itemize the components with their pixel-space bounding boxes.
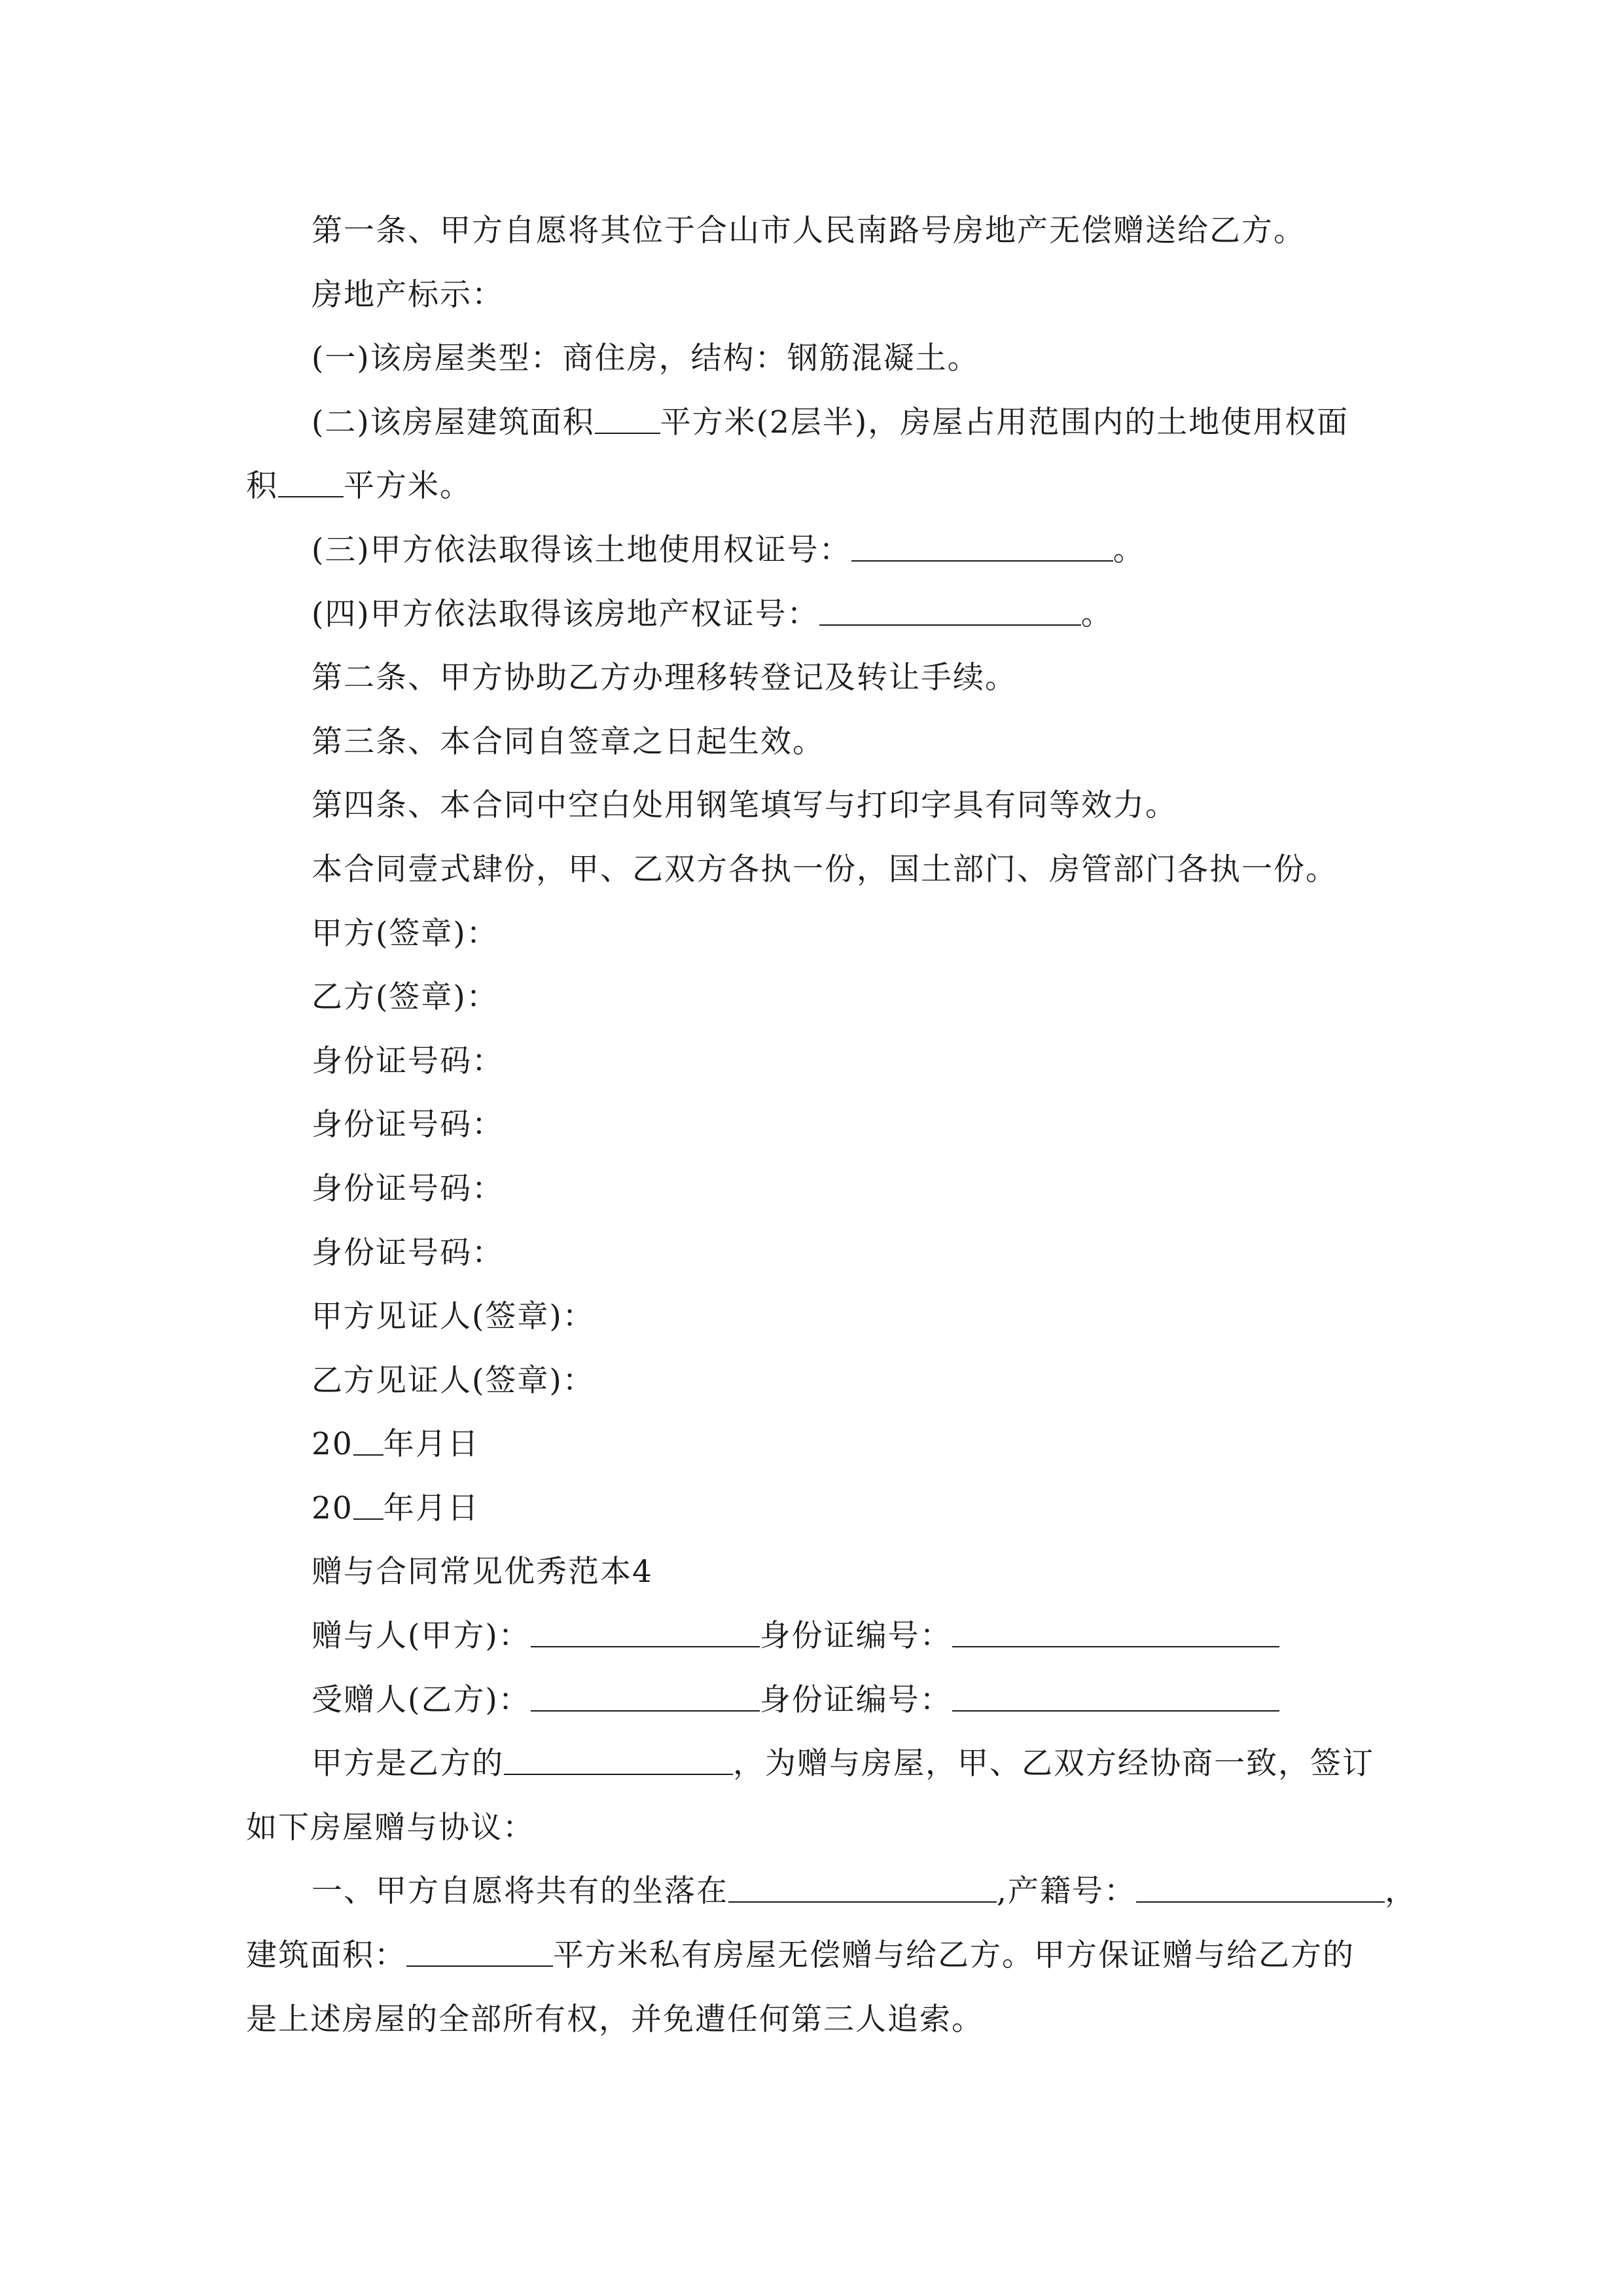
line-relation-b — [246, 1796, 1381, 1860]
text-segment: 甲方(签章)： — [312, 915, 499, 952]
line-copies — [246, 838, 1381, 902]
fill-in-blank — [595, 406, 660, 434]
text-segment: 积 — [246, 468, 278, 505]
line-art1 — [246, 199, 1381, 263]
text-segment: ，为赠与房屋，甲、乙双方经协商一致，签订 — [733, 1746, 1374, 1782]
text-segment: 建筑面积： — [246, 1937, 406, 1974]
fill-in-blank — [278, 470, 344, 497]
text-segment: 乙方见证人(签章)： — [312, 1362, 595, 1399]
text-segment: 平方米(2层半)，房屋占用范围内的土地使用权面 — [660, 404, 1349, 440]
line-witness-b — [246, 1349, 1381, 1413]
fill-in-blank — [1136, 1875, 1385, 1903]
text-segment: 年月日 — [383, 1426, 480, 1463]
text-segment: 身份证编号： — [759, 1618, 952, 1655]
line-donee — [246, 1668, 1381, 1732]
line-party-a-sign — [246, 902, 1381, 966]
line-party-b-sign — [246, 965, 1381, 1030]
line-date-2 — [246, 1477, 1381, 1541]
text-segment: ， — [1384, 1873, 1417, 1910]
text-segment: 第三条、本合同自签章之日起生效。 — [312, 723, 825, 760]
fill-in-blank — [504, 1748, 733, 1775]
text-segment: 。 — [1113, 531, 1145, 568]
text-segment: (二)该房屋建筑面积 — [312, 404, 595, 440]
text-segment: 房地产标示： — [312, 276, 504, 313]
text-segment: 年月日 — [383, 1490, 480, 1526]
text-segment: (一)该房屋类型：商住房，结构：钢筋混凝土。 — [312, 340, 980, 377]
line-id-1 — [246, 1030, 1381, 1094]
text-segment: 一、甲方自愿将共有的坐落在 — [312, 1873, 728, 1910]
fill-in-blank — [952, 1684, 1279, 1712]
text-segment: 身份证号码： — [312, 1234, 504, 1271]
line-witness-a — [246, 1285, 1381, 1349]
text-segment: 第二条、甲方协助乙方办理移转登记及转让手续。 — [312, 660, 1017, 696]
line-id-2 — [246, 1093, 1381, 1157]
text-segment: 平方米。 — [344, 468, 472, 505]
line-art4 — [246, 774, 1381, 838]
fill-in-blank — [728, 1875, 997, 1903]
fill-in-blank — [952, 1620, 1279, 1647]
text-segment: 身份证号码： — [312, 1107, 504, 1143]
text-segment: 如下房屋赠与协议： — [246, 1809, 535, 1846]
text-segment: 。 — [1080, 596, 1113, 632]
text-segment: 20 — [312, 1426, 353, 1463]
line-relation-a — [246, 1732, 1381, 1796]
line-id-4 — [246, 1221, 1381, 1285]
text-segment: 第四条、本合同中空白处用钢笔填写与打印字具有同等效力。 — [312, 787, 1177, 824]
fill-in-blank — [406, 1939, 553, 1967]
line-sample4-title — [246, 1540, 1381, 1604]
text-segment: 身份证号码： — [312, 1170, 504, 1207]
text-segment: 本合同壹式肆份，甲、乙双方各执一份，国土部门、房管部门各执一份。 — [312, 851, 1338, 888]
line-item2-a — [246, 391, 1381, 455]
text-segment: 第一条、甲方自愿将其位于合山市人民南路号房地产无偿赠送给乙方。 — [312, 213, 1306, 249]
text-segment: (三)甲方依法取得该土地使用权证号： — [312, 531, 851, 568]
text-segment: 赠与人(甲方)： — [312, 1618, 531, 1655]
fill-in-blank — [353, 1428, 383, 1456]
fill-in-blank — [851, 534, 1113, 562]
text-segment: ,产籍号： — [997, 1873, 1136, 1910]
line-art3 — [246, 710, 1381, 774]
line-item2-b — [246, 454, 1381, 518]
line-id-3 — [246, 1157, 1381, 1221]
line-art2 — [246, 646, 1381, 710]
line-item4 — [246, 583, 1381, 647]
line-clause1-b — [246, 1924, 1381, 1988]
fill-in-blank — [819, 598, 1081, 626]
text-segment: 甲方见证人(签章)： — [312, 1299, 595, 1335]
text-segment: 是上述房屋的全部所有权，并免遭任何第三人追索。 — [246, 2001, 984, 2037]
text-segment: 平方米私有房屋无偿赠与给乙方。甲方保证赠与给乙方的 — [553, 1937, 1355, 1974]
line-date-1 — [246, 1412, 1381, 1477]
text-segment: 20 — [312, 1490, 353, 1526]
line-item1 — [246, 327, 1381, 391]
line-item3 — [246, 518, 1381, 583]
text-segment: 身份证编号： — [759, 1681, 952, 1718]
line-clause1-c — [246, 1988, 1381, 2052]
text-segment: 甲方是乙方的 — [312, 1746, 504, 1782]
text-segment: 受赠人(乙方)： — [312, 1681, 531, 1718]
line-donor — [246, 1604, 1381, 1668]
text-segment: (四)甲方依法取得该房地产权证号： — [312, 596, 819, 632]
fill-in-blank — [531, 1684, 760, 1712]
line-clause1-a — [246, 1859, 1417, 1924]
line-property-label — [246, 263, 1381, 327]
fill-in-blank — [531, 1620, 760, 1647]
contract-body — [246, 199, 1417, 2051]
text-segment: 乙方(签章)： — [312, 979, 499, 1016]
fill-in-blank — [353, 1492, 383, 1520]
text-segment: 身份证号码： — [312, 1043, 504, 1079]
text-segment: 赠与合同常见优秀范本4 — [312, 1554, 653, 1590]
